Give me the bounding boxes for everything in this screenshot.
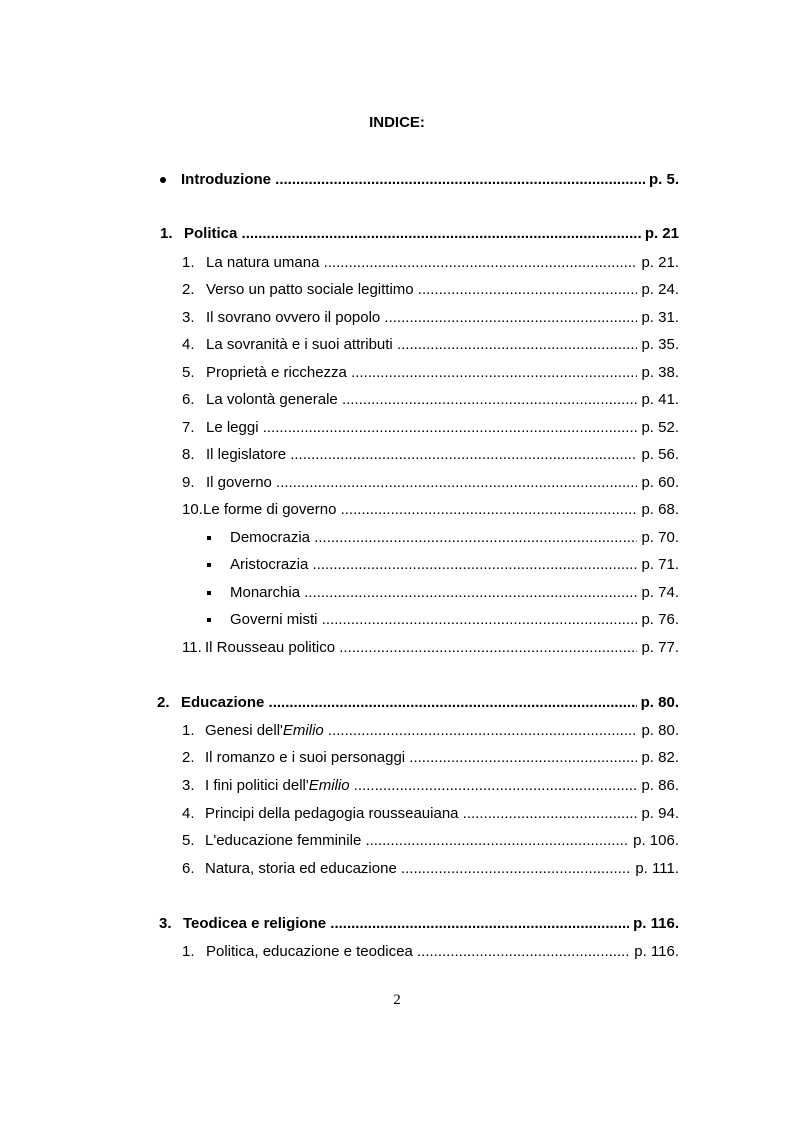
toc-number: 6.: [182, 860, 195, 877]
toc-page: p. 86.: [637, 776, 679, 796]
toc-number: 3.: [159, 915, 172, 932]
toc-item[interactable]: [182, 500, 679, 520]
toc-number: 11.: [182, 639, 202, 656]
toc-label: L'educazione femminile: [205, 832, 362, 849]
square-bullet-icon: [207, 536, 211, 540]
toc-page: p. 82.: [637, 748, 679, 768]
toc-page: p. 56.: [637, 445, 679, 465]
toc-number: 3.: [182, 309, 195, 326]
toc-item[interactable]: [182, 253, 679, 273]
toc-item[interactable]: [182, 942, 679, 962]
toc-chapter[interactable]: [160, 224, 679, 244]
toc-label: Educazione: [181, 694, 265, 711]
square-bullet-icon: [207, 591, 211, 595]
toc-label: Governi misti: [230, 611, 318, 628]
toc-label: Verso un patto sociale legittimo: [206, 281, 414, 298]
toc-number: 5.: [182, 832, 195, 849]
toc-page: p. 116.: [629, 914, 679, 934]
toc-item[interactable]: [182, 831, 679, 851]
toc-number: 4.: [182, 336, 195, 353]
toc-label: Le forme di governo: [203, 501, 337, 518]
toc-number: 2.: [182, 281, 195, 298]
toc-item[interactable]: [182, 418, 679, 438]
toc-page: p. 41.: [637, 390, 679, 410]
toc-label: Introduzione: [181, 171, 271, 188]
toc-item[interactable]: [182, 638, 679, 658]
toc-label: Teodicea e religione: [183, 915, 327, 932]
toc-page: p. 35.: [637, 335, 679, 355]
book-title: Emilio: [308, 777, 350, 794]
toc-page: p. 80.: [637, 721, 679, 741]
toc-item[interactable]: [182, 280, 679, 300]
toc-page: p. 52.: [637, 418, 679, 438]
page-title: INDICE:: [369, 114, 425, 131]
toc-label: Le leggi: [206, 419, 259, 436]
toc-number: 8.: [182, 446, 195, 463]
toc-page: p. 77.: [637, 638, 679, 658]
toc-number: 3.: [182, 777, 195, 794]
toc-page: p. 111.: [631, 859, 679, 879]
toc-label: Il romanzo e i suoi personaggi: [205, 749, 406, 766]
toc-page: p. 76.: [637, 610, 679, 630]
toc-label: Il legislatore: [206, 446, 287, 463]
toc-page: p. 68.: [637, 500, 679, 520]
toc-label: Natura, storia ed educazione: [205, 860, 397, 877]
toc-number: 1.: [182, 254, 195, 271]
toc-subitem[interactable]: [206, 555, 679, 575]
toc-page: p. 31.: [637, 308, 679, 328]
bullet-icon: [160, 177, 166, 183]
toc-page: p. 5.: [645, 170, 679, 190]
toc-label: La natura umana: [206, 254, 320, 271]
toc-subitem[interactable]: [206, 583, 679, 603]
toc-item[interactable]: [182, 445, 679, 465]
page-number: 2: [393, 992, 401, 1008]
toc-page: p. 60.: [637, 473, 679, 493]
toc-item[interactable]: [182, 804, 679, 824]
toc-page: p. 70.: [637, 528, 679, 548]
toc-label: Politica: [184, 225, 238, 242]
toc-number: 2.: [157, 694, 170, 711]
toc-item[interactable]: [182, 363, 679, 383]
toc-label: Principi della pedagogia rousseauiana: [205, 805, 459, 822]
toc-chapter[interactable]: [159, 914, 679, 934]
toc-page: p. 24.: [637, 280, 679, 300]
toc-label: La sovranità e i suoi attributi: [206, 336, 393, 353]
toc-number: 6.: [182, 391, 195, 408]
toc-page: p. 21.: [637, 253, 679, 273]
square-bullet-icon: [207, 618, 211, 622]
toc-page: p. 71.: [637, 555, 679, 575]
toc-label: La volontà generale: [206, 391, 338, 408]
toc-label-prefix: I fini politici dell': [205, 777, 309, 794]
toc-number: 10.: [182, 501, 203, 518]
toc-page: p. 80.: [637, 693, 679, 713]
toc-item[interactable]: [182, 748, 679, 768]
book-title: Emilio: [282, 722, 324, 739]
toc-item[interactable]: [182, 721, 679, 741]
toc-item[interactable]: [182, 390, 679, 410]
toc-item[interactable]: [182, 308, 679, 328]
toc-item[interactable]: [182, 335, 679, 355]
toc-label: Aristocrazia: [230, 556, 309, 573]
toc-label: Politica, educazione e teodicea: [206, 943, 413, 960]
toc-number: 9.: [182, 474, 195, 491]
toc-label-prefix: Genesi dell': [205, 722, 283, 739]
toc-label: Monarchia: [230, 584, 301, 601]
toc-subitem[interactable]: [206, 528, 679, 548]
toc-chapter[interactable]: [157, 693, 679, 713]
toc-number: 7.: [182, 419, 195, 436]
toc-intro[interactable]: [160, 170, 679, 190]
square-bullet-icon: [207, 563, 211, 567]
toc-page: p. 38.: [637, 363, 679, 383]
toc-item[interactable]: [182, 473, 679, 493]
toc-label: Democrazia: [230, 529, 311, 546]
toc-item[interactable]: [182, 776, 679, 796]
toc-subitem[interactable]: [206, 610, 679, 630]
toc-item[interactable]: [182, 859, 679, 879]
toc-page: p. 116.: [630, 942, 679, 962]
toc-number: 2.: [182, 749, 195, 766]
toc-page: p. 94.: [637, 804, 679, 824]
toc-number: 5.: [182, 364, 195, 381]
toc-number: 1.: [182, 722, 195, 739]
toc-page: p. 21: [641, 224, 679, 244]
toc-number: 4.: [182, 805, 195, 822]
toc-page: p. 74.: [637, 583, 679, 603]
toc-number: 1.: [160, 225, 173, 242]
toc-label: Il Rousseau politico: [205, 639, 336, 656]
toc-number: 1.: [182, 943, 195, 960]
toc-page: p. 106.: [629, 831, 679, 851]
toc-label: Il sovrano ovvero il popolo: [206, 309, 381, 326]
toc-label: Il governo: [206, 474, 272, 491]
toc-label: Proprietà e ricchezza: [206, 364, 347, 381]
